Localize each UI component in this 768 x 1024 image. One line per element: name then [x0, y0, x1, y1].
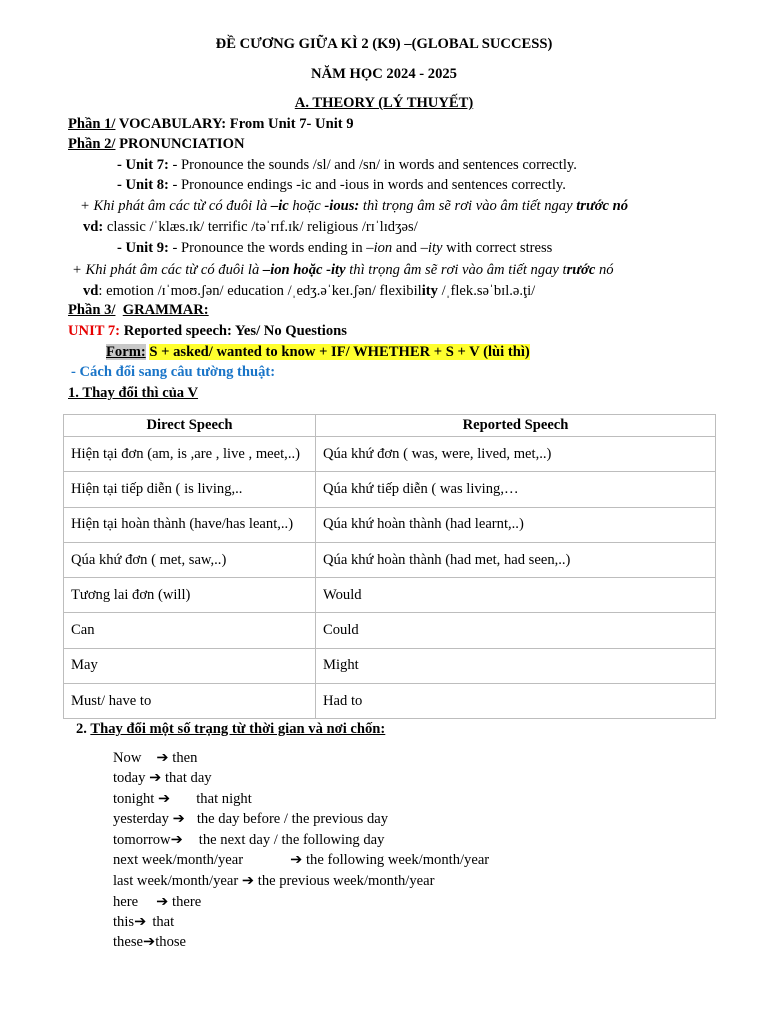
list-item: this➔ that: [113, 914, 175, 930]
direct-cell: Must/ have to: [64, 684, 316, 719]
list-item: tomorrow➔ the next day / the following day: [113, 832, 385, 848]
list-item: here ➔ there: [113, 894, 202, 910]
unit7-pronunciation: - Unit 7: - Pronounce the sounds /sl/ and /sn/ in words and sentences correctly.: [117, 157, 577, 173]
right-arrow-icon: ➔: [172, 811, 185, 827]
table-row: [64, 437, 716, 472]
adverb-change-heading: 2. Thay đổi một số trạng từ thời gian và nơi chốn:: [76, 721, 386, 737]
list-item: next week/month/year ➔ the following week/month/year: [113, 852, 490, 868]
right-arrow-icon: ➔: [158, 791, 171, 807]
table-row: [64, 507, 716, 542]
right-arrow-icon: ➔: [156, 750, 169, 766]
tense-change-heading: 1. Thay đổi thì của V: [68, 385, 199, 401]
stress-rule-ic-ious: + Khi phát âm các từ có đuôi là –ic hoặc -ious: thì trọng âm sẽ rơi vào âm tiết ngay trước nó: [80, 198, 629, 214]
direct-cell: Hiện tại đơn (am, is ,are , live , meet,..): [64, 437, 316, 472]
tense-change-table: [63, 414, 716, 719]
direct-cell: Qúa khứ đơn ( met, saw,..): [64, 542, 316, 577]
list-item: tonight ➔ that night: [113, 791, 252, 807]
part1-heading: Phần 1/ VOCABULARY: From Unit 7- Unit 9: [68, 116, 354, 132]
direct-speech-header: Direct Speech: [64, 415, 316, 437]
table-row: [64, 613, 716, 648]
reported-speech-header: Reported Speech: [316, 415, 716, 437]
direct-cell: Tương lai đơn (will): [64, 578, 316, 613]
reported-cell: Qúa khứ tiếp diễn ( was living,…: [316, 472, 716, 507]
table-row: [64, 684, 716, 719]
right-arrow-icon: ➔: [170, 832, 183, 848]
reported-cell: Qúa khứ hoàn thành (had met, had seen,..): [316, 542, 716, 577]
unit7-grammar-heading: UNIT 7: Reported speech: Yes/ No Questions: [68, 323, 347, 339]
table-row: [64, 578, 716, 613]
direct-cell: Hiện tại tiếp diễn ( is living,..: [64, 472, 316, 507]
table-row: [64, 472, 716, 507]
list-item: these➔those: [113, 934, 187, 950]
reported-cell: Might: [316, 648, 716, 683]
example-ion-ity: vd: emotion /ɪˈmoʊ.ʃən/ education /ˌedʒ.əˈkeɪ.ʃən/ flexibility /ˌflek.səˈbɪl.ə.ţi/: [83, 283, 536, 299]
form-formula: Form: S + asked/ wanted to know + IF/ WHETHER + S + V (lùi thì): [106, 344, 530, 360]
reported-cell: Would: [316, 578, 716, 613]
right-arrow-icon: ➔: [143, 934, 156, 950]
table-header-row: [64, 415, 716, 437]
document-title: ĐỀ CƯƠNG GIỮA KÌ 2 (K9) –(GLOBAL SUCCESS): [215, 36, 553, 52]
unit9-pronunciation: - Unit 9: - Pronounce the words ending in –ion and –ity with correct stress: [117, 240, 553, 256]
unit8-pronunciation: - Unit 8: - Pronounce endings -ic and -ious in words and sentences correctly.: [117, 177, 566, 193]
stress-rule-ion-ity: + Khi phát âm các từ có đuôi là –ion hoặc -ity thì trọng âm sẽ rơi vào âm tiết ngay trước nó: [72, 262, 614, 278]
list-item: last week/month/year ➔ the previous week/month/year: [113, 873, 435, 889]
list-item: Now ➔ then: [113, 750, 198, 766]
example-ic-ious: vd: classic /ˈklæs.ɪk/ terrific /təˈrɪf.ɪk/ religious /rɪˈlɪdʒəs/: [83, 219, 418, 235]
table-row: [64, 542, 716, 577]
part2-heading: Phần 2/ PRONUNCIATION: [68, 136, 245, 152]
right-arrow-icon: ➔: [241, 873, 255, 889]
list-item: today ➔ that day: [113, 770, 212, 786]
reported-cell: Had to: [316, 684, 716, 719]
direct-cell: May: [64, 648, 316, 683]
reported-cell: Qúa khứ hoàn thành (had learnt,..): [316, 507, 716, 542]
right-arrow-icon: ➔: [149, 770, 162, 786]
right-arrow-icon: ➔: [134, 914, 147, 930]
reported-cell: Could: [316, 613, 716, 648]
reported-cell: Qúa khứ đơn ( was, were, lived, met,..): [316, 437, 716, 472]
direct-cell: Can: [64, 613, 316, 648]
section-a-heading: A. THEORY (LÝ THUYẾT): [294, 95, 474, 111]
school-year: NĂM HỌC 2024 - 2025: [311, 66, 457, 82]
table-row: [64, 648, 716, 683]
conversion-heading: - Cách đổi sang câu tường thuật:: [71, 364, 276, 380]
right-arrow-icon: ➔: [156, 894, 169, 910]
direct-cell: Hiện tại hoàn thành (have/has leant,..): [64, 507, 316, 542]
list-item: yesterday ➔ the day before / the previous day: [113, 811, 389, 827]
part3-heading: Phần 3/ GRAMMAR:: [68, 302, 209, 318]
right-arrow-icon: ➔: [290, 852, 303, 868]
